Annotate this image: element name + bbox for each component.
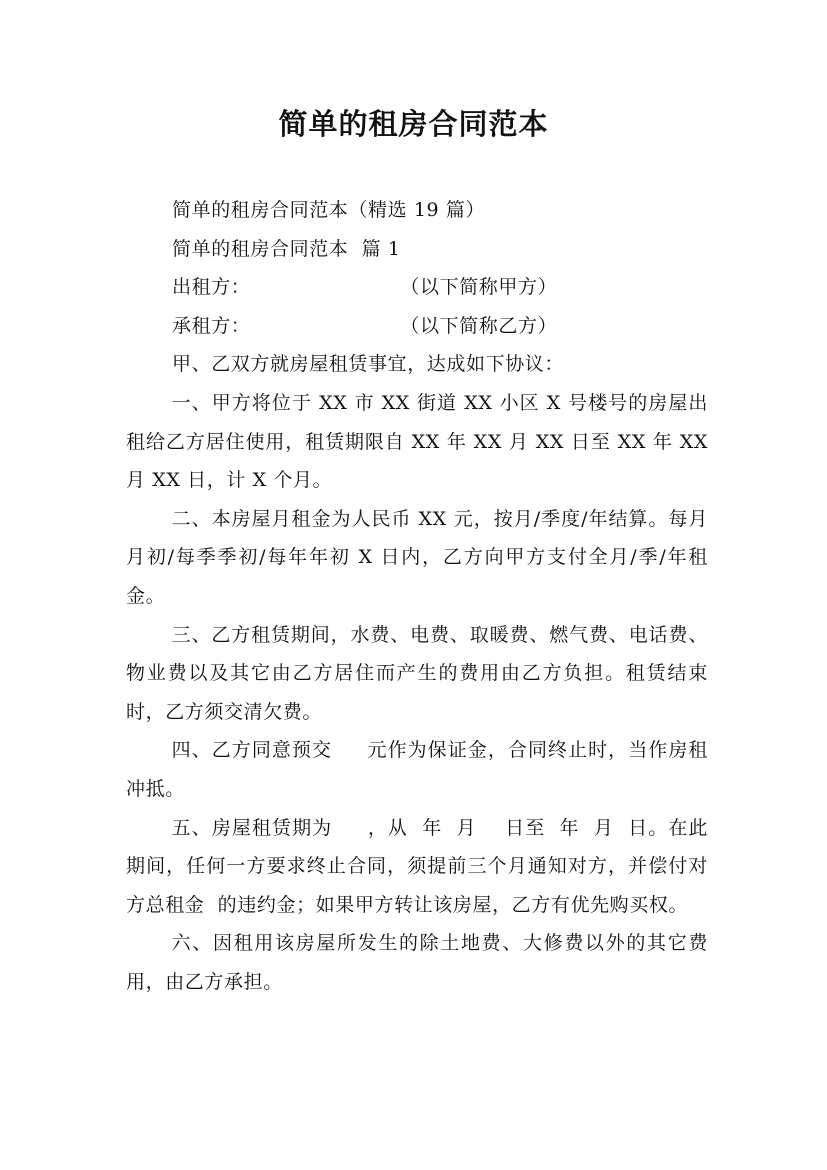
intro-line: 甲、乙双方就房屋租赁事宜，达成如下协议：: [172, 353, 565, 376]
clause-6: 六、因租用该房屋所发生的除土地费、大修费以外的其它费用，由乙方承担。: [126, 932, 708, 993]
document-title: 简单的租房合同范本: [278, 107, 549, 141]
lessor-line: [126, 268, 708, 307]
lessee-note: （以下简称乙方）: [400, 314, 558, 337]
section-line: 简单的租房合同范本 篇 1: [172, 237, 401, 260]
lessee-line: [126, 307, 708, 346]
clause-2: 二、本房屋月租金为人民币 XX 元，按月/季度/年结算。每月月初/每季季初/每年年初 X 日内，乙方向甲方支付全月/季/年租金。: [126, 507, 708, 607]
document-body: [126, 191, 708, 1001]
lessor-label: 出租方：: [172, 276, 251, 299]
clause-1: 一、甲方将位于 XX 市 XX 街道 XX 小区 X 号楼号的房屋出租给乙方居住使用，租赁期限自 XX 年 XX 月 XX 日至 XX 年 XX 月 XX 日，计 X 个月。: [126, 391, 708, 492]
lessee-label: 承租方：: [172, 314, 251, 337]
subtitle-line: 简单的租房合同范本（精选 19 篇）: [172, 199, 486, 221]
clause-3: 三、乙方租赁期间，水费、电费、取暖费、燃气费、电话费、物业费以及其它由乙方居住而产生的费用由乙方负担。租赁结束时，乙方须交清欠费。: [126, 623, 708, 723]
lessor-note: （以下简称甲方）: [400, 276, 558, 299]
clause-4: 四、乙方同意预交 元作为保证金，合同终止时，当作房租冲抵。: [126, 739, 708, 800]
clause-5: 五、房屋租赁期为 ，从 年 月 日至 年 月 日。在此期间，任何一方要求终止合同，须提前三个月通知对方，并偿付对方总租金 的违约金；如果甲方转让该房屋，乙方有优先购买权。: [126, 816, 708, 916]
